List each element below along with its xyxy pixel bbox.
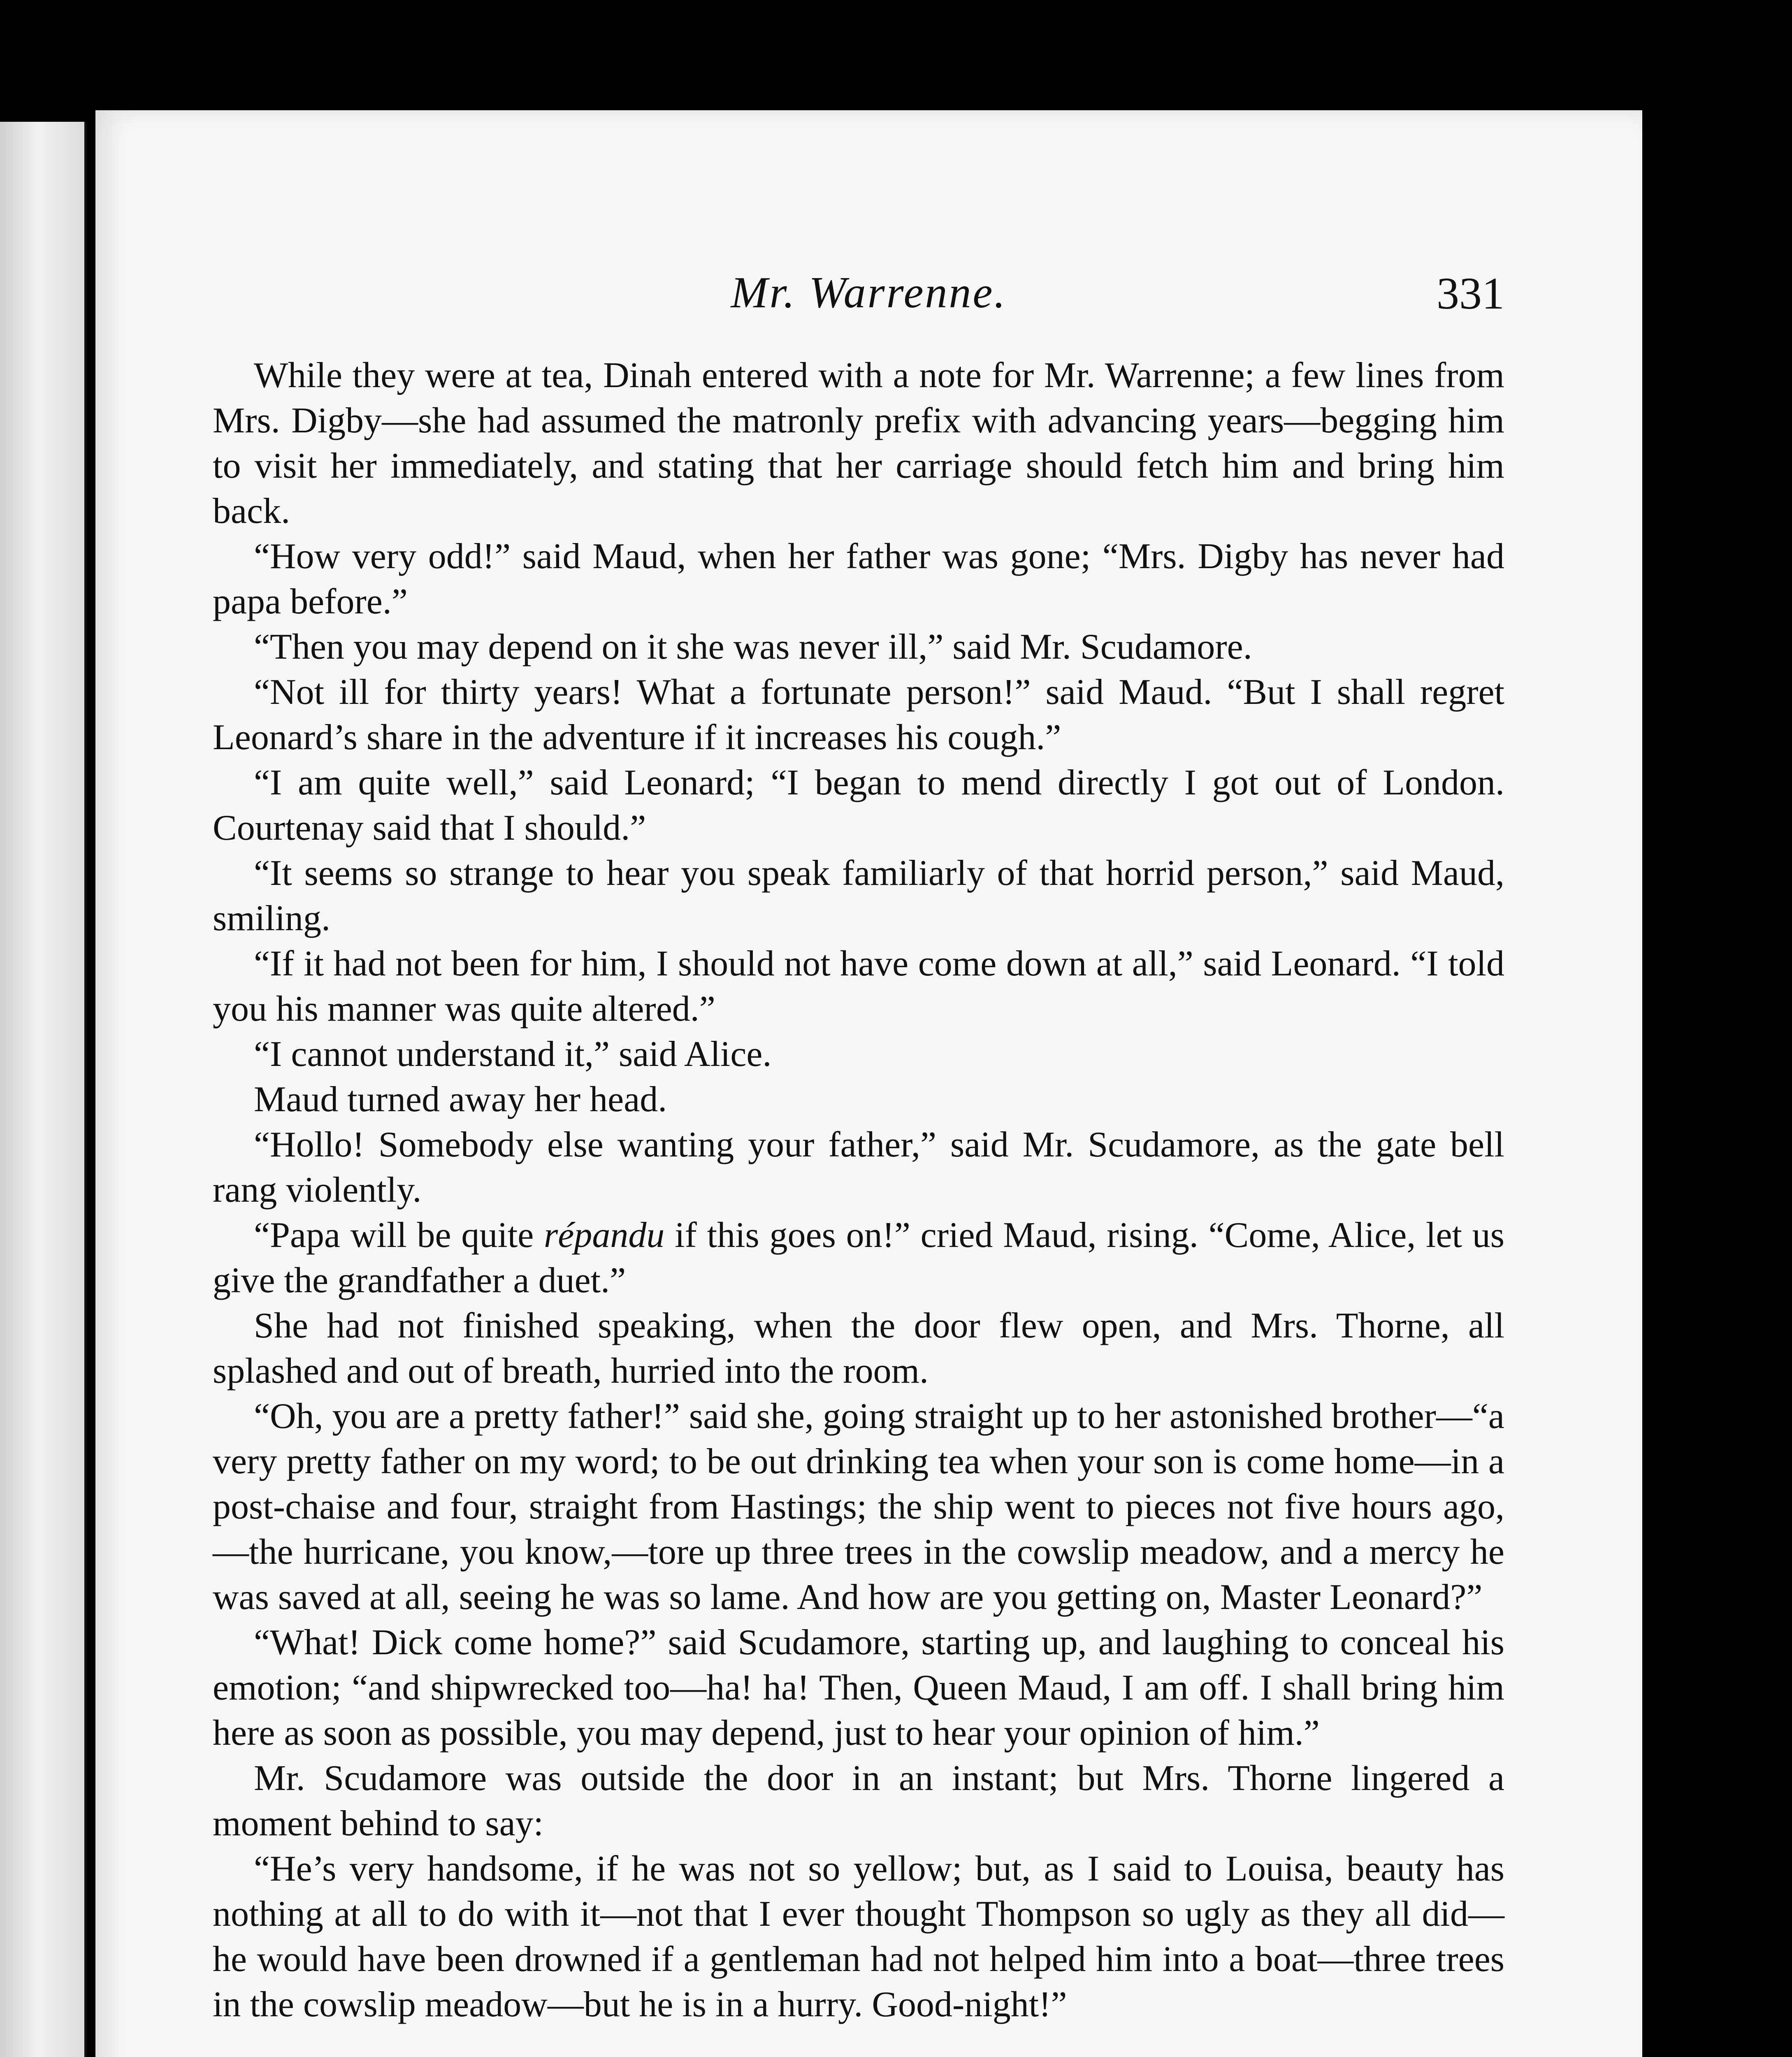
- body-text: [213, 353, 1504, 2027]
- paragraph: “Oh, you are a pretty father!” said she, going straight up to her astonished brother—“a very pretty father on my word; to be out drinking tea when your son is come home—in a post-chaise and four, straight from Hastings; the ship went to pieces not five hours ago,—the hurricane, you know,—tore up three trees in the cowslip meadow, and a mercy he was saved at all, seeing he was so lame. And how are you getting on, Master Leonard?”: [213, 1396, 1504, 1617]
- running-title: Mr. Warrenne.: [731, 268, 1007, 317]
- paragraph: “He’s very handsome, if he was not so yellow; but, as I said to Louisa, beauty has nothing at all to do with it—not that I ever thought Thompson so ugly as they all did—he would have been drowned if a gentleman had not helped him into a boat—three trees in the cowslip meadow—but he is in a hurry. Good-night!”: [213, 1849, 1504, 2024]
- paragraph: “I am quite well,” said Leonard; “I began to mend directly I got out of London. Courtenay said that I should.”: [213, 763, 1504, 848]
- paragraph: “How very odd!” said Maud, when her father was gone; “Mrs. Digby has never had papa before.”: [213, 536, 1504, 622]
- paragraph: “Hollo! Somebody else wanting your father,” said Mr. Scudamore, as the gate bell rang violently.: [213, 1125, 1504, 1210]
- paragraph: “I cannot understand it,” said Alice.: [254, 1034, 772, 1074]
- paragraph: Mr. Scudamore was outside the door in an instant; but Mrs. Thorne lingered a moment behind to say:: [213, 1758, 1504, 1843]
- paragraph: She had not finished speaking, when the door flew open, and Mrs. Thorne, all splashed and out of breath, hurried into the room.: [213, 1306, 1504, 1391]
- paragraph: “Not ill for thirty years! What a fortunate person!” said Maud. “But I shall regret Leonard’s share in the adventure if it increases his cough.”: [213, 672, 1504, 757]
- book-page: [95, 110, 1642, 2057]
- previous-page-edge: [0, 122, 87, 2057]
- paragraph-text: “Papa will be quite: [254, 1215, 544, 1255]
- paragraph: “It seems so strange to hear you speak familiarly of that horrid person,” said Maud, smiling.: [213, 853, 1504, 938]
- italic-word: répandu: [544, 1215, 665, 1255]
- paragraph: Maud turned away her head.: [254, 1080, 667, 1119]
- paragraph-text: if this goes on!” cried Maud, rising. “Come, Alice, let us give the grandfather a duet.”: [213, 1215, 1504, 1300]
- paragraph: While they were at tea, Dinah entered with a note for Mr. Warrenne; a few lines from Mrs. Digby—she had assumed the matronly prefix with advancing years—begging him to visit her immediately, and stating that her carriage should fetch him and bring him back.: [213, 355, 1504, 531]
- paragraph: “Then you may depend on it she was never ill,” said Mr. Scudamore.: [254, 627, 1252, 667]
- page-number: 331: [1437, 268, 1504, 318]
- running-head: [95, 267, 1642, 325]
- paragraph: “What! Dick come home?” said Scudamore, starting up, and laughing to conceal his emotion; “and shipwrecked too—ha! ha! Then, Queen Maud, I am off. I shall bring him here as soon as possible, you may depend, just to hear your opinion of him.”: [213, 1623, 1504, 1753]
- paragraph: “If it had not been for him, I should not have come down at all,” said Leonard. “I told you his manner was quite altered.”: [213, 944, 1504, 1029]
- paragraph: [213, 1213, 1504, 1303]
